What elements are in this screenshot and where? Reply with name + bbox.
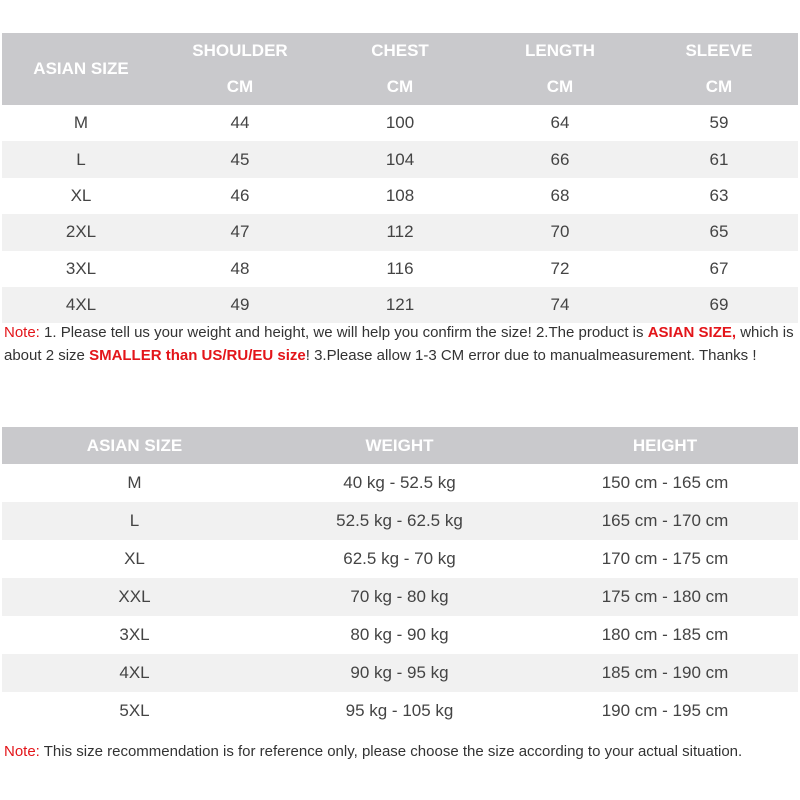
table-row <box>2 287 798 323</box>
table-cell: 90 kg - 95 kg <box>267 654 532 692</box>
table-cell: 121 <box>320 287 480 323</box>
table-cell: 74 <box>480 287 640 323</box>
note-highlight: ASIAN SIZE, <box>647 324 737 341</box>
table-cell: 2XL <box>2 214 160 250</box>
header-shoulder: SHOULDER <box>160 33 320 69</box>
table-cell: 62.5 kg - 70 kg <box>343 549 456 568</box>
header-chest: CHEST <box>320 33 480 69</box>
table-cell: 68 <box>550 185 570 205</box>
table-cell: 63 <box>709 185 729 205</box>
note-label: Note: <box>4 324 40 341</box>
table-cell: 95 kg - 105 kg <box>345 701 454 720</box>
table-row <box>2 464 798 502</box>
table-cell: 170 cm - 175 cm <box>601 549 729 568</box>
table-cell: 44 <box>230 113 250 133</box>
table-cell: XXL <box>2 578 267 616</box>
measurement-table-body <box>2 105 798 323</box>
header-sleeve: SLEEVE <box>640 33 798 69</box>
table-cell: 108 <box>385 185 415 205</box>
table-cell: XL <box>70 185 92 205</box>
note-text: This size recommendation is for reference only, please choose the size according to your actual situation. <box>39 743 743 760</box>
header-unit: CM <box>160 69 320 105</box>
table-cell: 3XL <box>65 258 97 278</box>
table-cell: XL <box>124 549 145 568</box>
table-row <box>2 616 798 654</box>
recommendation-note <box>4 741 794 764</box>
table-cell: 5XL <box>119 701 150 720</box>
table-cell: 175 cm - 180 cm <box>532 578 798 616</box>
table-cell: 165 cm - 170 cm <box>532 502 798 540</box>
header-weight: WEIGHT <box>267 427 532 464</box>
table-row <box>2 178 798 214</box>
table-cell: M <box>73 113 89 133</box>
table-cell: 80 kg - 90 kg <box>350 625 449 644</box>
table-cell: 3XL <box>119 625 150 644</box>
table-cell: 65 <box>640 214 798 250</box>
weight-table-header <box>2 427 798 464</box>
header-unit: CM <box>640 69 798 105</box>
table-cell: 64 <box>550 113 570 133</box>
measurement-size-table <box>2 33 798 323</box>
size-note <box>4 322 794 367</box>
table-cell: 49 <box>160 287 320 323</box>
table-cell: M <box>127 473 142 492</box>
table-cell: 45 <box>160 141 320 177</box>
table-cell: 104 <box>320 141 480 177</box>
table-cell: 70 kg - 80 kg <box>267 578 532 616</box>
note-text: which is about 2 size <box>4 324 794 364</box>
table-cell: 66 <box>480 141 640 177</box>
table-cell: 4XL <box>2 654 267 692</box>
header-unit: CM <box>480 69 640 105</box>
header-length: LENGTH <box>480 33 640 69</box>
header-height: HEIGHT <box>532 427 798 464</box>
table-row <box>2 214 798 250</box>
table-row <box>2 692 798 730</box>
table-cell: 47 <box>160 214 320 250</box>
table-cell: 100 <box>385 113 415 133</box>
table-cell: 150 cm - 165 cm <box>601 473 729 492</box>
table-row <box>2 251 798 287</box>
note-text: ! 3.Please allow 1-3 CM error due to manualmeasurement. Thanks ! <box>305 346 757 364</box>
table-cell: 46 <box>230 185 250 205</box>
table-row <box>2 141 798 177</box>
table-cell: L <box>2 502 267 540</box>
table-cell: 72 <box>550 258 570 278</box>
table-cell: 116 <box>386 258 414 278</box>
table-cell: 59 <box>709 113 729 133</box>
table-row <box>2 502 798 540</box>
measurement-table-header <box>2 33 798 105</box>
note-highlight: SMALLER than US/RU/EU size <box>89 346 306 364</box>
weight-table-body <box>2 464 798 730</box>
header-unit: CM <box>320 69 480 105</box>
table-row <box>2 654 798 692</box>
weight-height-size-table <box>2 427 798 730</box>
note-text: 1. Please tell us your weight and height, we will help you confirm the size! 2.The product is <box>39 324 648 341</box>
table-cell: 4XL <box>2 287 160 323</box>
note-label: Note: <box>4 743 40 760</box>
table-cell: 69 <box>640 287 798 323</box>
table-cell: 48 <box>230 258 250 278</box>
table-cell: 112 <box>320 214 480 250</box>
table-row <box>2 578 798 616</box>
table-cell: 70 <box>480 214 640 250</box>
header-asian-size: ASIAN SIZE <box>2 427 267 464</box>
table-cell: 185 cm - 190 cm <box>532 654 798 692</box>
table-cell: 40 kg - 52.5 kg <box>343 473 456 492</box>
table-row <box>2 105 798 141</box>
table-cell: L <box>2 141 160 177</box>
table-cell: 61 <box>640 141 798 177</box>
table-cell: 190 cm - 195 cm <box>601 701 729 720</box>
table-row <box>2 540 798 578</box>
table-cell: 67 <box>709 258 729 278</box>
table-cell: 52.5 kg - 62.5 kg <box>267 502 532 540</box>
table-cell: 180 cm - 185 cm <box>601 625 729 644</box>
header-asian-size: ASIAN SIZE <box>2 33 160 105</box>
